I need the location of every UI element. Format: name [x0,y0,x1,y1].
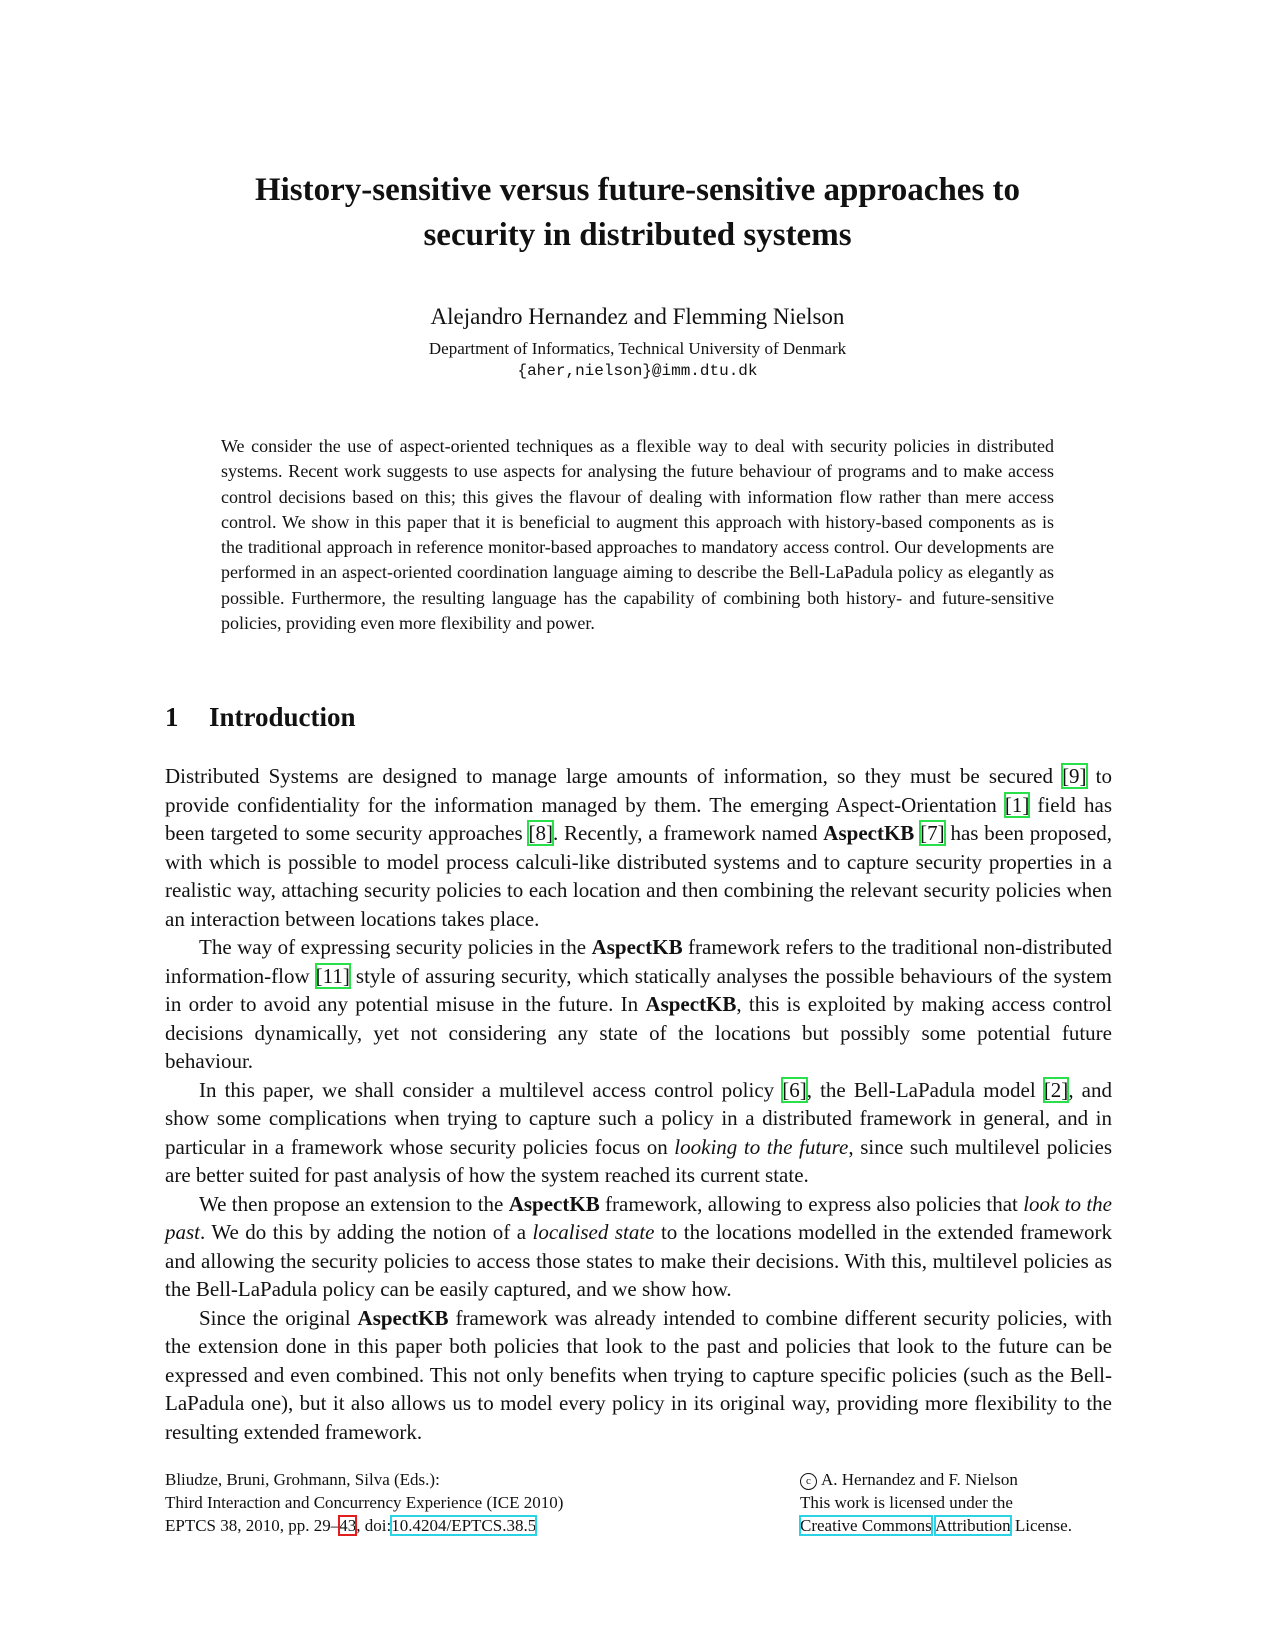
citation-link[interactable]: [2] [1043,1077,1069,1102]
emphasis: localised state [532,1220,655,1244]
email: {aher,nielson}@imm.dtu.dk [517,362,758,380]
emphasis: looking to the future [674,1134,849,1159]
affiliation-block [165,338,1110,382]
framework-name: AspectKB [823,821,915,845]
citation-link[interactable]: [7] [920,821,945,845]
last-page-link[interactable]: 43 [339,1516,357,1535]
section-heading [165,702,356,733]
section-number: 1 [165,702,179,732]
footer-license: c A. Hernandez and F. Nielson This work is licensed under the Creative Commons Attribution License. [800,1470,1072,1535]
paragraph-1: Distributed Systems are designed to manage large amounts of information, so they must be secured [9] to provide confidentiality for the information managed by them. The emerging Aspect-Orientation [1] field has been targeted to some security approaches [8]. Recently, a framework named AspectKB [7] has been proposed, with which is possible to model process calculi-like distributed systems and to capture security properties in a realistic way, attaching security policies to each location and then combining the relevant security policies when an interaction between locations takes place. [165,764,1112,931]
paragraph-3: In this paper, we shall consider a multilevel access control policy [6], the Bell-LaPadula model [2], and show some complications when trying to capture such a policy in a distributed framework in general, and in particular in a framework whose security policies focus on looking to the future, since such multilevel policies are better suited for past analysis of how the system reached its current state. [165,1077,1113,1187]
citation-link[interactable]: [9] [1062,764,1087,788]
emphasis: look to the past [165,1191,1112,1244]
attribution-link[interactable]: Attribution [935,1516,1011,1535]
framework-name: AspectKB [591,935,683,959]
paper-title [165,168,1110,258]
copyright-icon: c [800,1473,817,1490]
title-line-1: History-sensitive versus future-sensitive approaches to [254,172,1021,208]
framework-name: AspectKB [508,1191,600,1216]
title-line-2: security in distributed systems [423,217,852,253]
section-title: Introduction [209,702,356,732]
citation-link[interactable]: [8] [528,821,553,845]
footer-citation: Bliudze, Bruni, Grohmann, Silva (Eds.): Third Interaction and Concurrency Experience (ICE 2010) EPTCS 38, 2010, pp. 29–43, doi:10.4204/EPTCS.38.5 [165,1470,564,1535]
citation-link[interactable]: [11] [315,963,350,988]
paragraph-4: We then propose an extension to the AspectKB framework, allowing to express also policies that look to the past. We do this by adding the notion of a localised state to the locations modelled in the extended framework and allowing the security policies to access those states to make their decisions. With this, multilevel policies as the Bell-LaPadula policy can be easily captured, and we show how. [165,1191,1112,1301]
citation-link[interactable]: [6] [782,1077,807,1102]
authors: Alejandro Hernandez and Flemming Nielson [430,304,845,329]
abstract: We consider the use of aspect-oriented techniques as a flexible way to deal with security policies in distributed systems. Recent work suggests to use aspects for analysing the future behaviour of programs and to make access control decisions based on this; this gives the flavour of dealing with information flow rather than mere access control. We show in this paper that it is beneficial to augment this approach with history-based components as is the traditional approach in reference monitor-based approaches to mandatory access control. Our developments are performed in an aspect-oriented coordination language aiming to describe the Bell-LaPadula policy as elegantly as possible. Furthermore, the resulting language has the capability of combining both history- and future-sensitive policies, providing even more flexibility and power. [221,436,1054,634]
doi-link[interactable]: 10.4204/EPTCS.38.5 [391,1516,537,1535]
affiliation: Department of Informatics, Technical University of Denmark [428,339,847,358]
creative-commons-link[interactable]: Creative Commons [800,1516,932,1535]
framework-name: AspectKB [645,992,737,1016]
paragraph-2: The way of expressing security policies in the AspectKB framework refers to the traditional non-distributed information-flow [11] style of assuring security, which statically analyses the possible behaviours of the system in order to avoid any potential misuse in the future. In AspectKB, this is exploited by making access control decisions dynamically, yet not considering any state of the locations but possibly some potential future behaviour. [165,935,1113,1073]
paragraph-5: Since the original AspectKB framework was already intended to combine different security policies, with the extension done in this paper both policies that look to the past and policies that look to the future can be expressed and even combined. This not only benefits when trying to capture specific policies (such as the Bell-LaPadula one), but it also allows us to model every policy in its original way, providing more flexibility to the resulting extended framework. [165,1305,1112,1444]
citation-link[interactable]: [1] [1004,792,1030,817]
framework-name: AspectKB [357,1305,449,1330]
introduction-body [165,762,1112,1446]
